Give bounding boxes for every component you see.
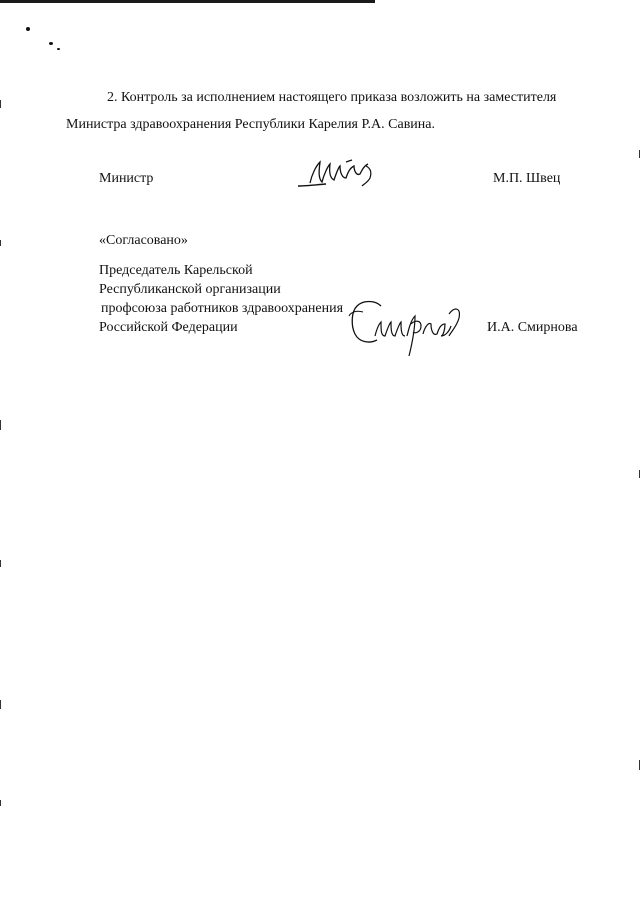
scan-border-line	[0, 0, 375, 3]
approval-position-line-3: профсоюза работников здравоохранения	[101, 301, 344, 316]
minister-name: М.П. Швец	[493, 171, 561, 186]
scan-edge-mark	[0, 420, 1, 430]
minister-title: Министр	[99, 171, 154, 186]
approval-position-line-1: Председатель Карельской	[99, 263, 253, 278]
scan-edge-mark	[0, 800, 1, 806]
scan-edge-mark	[0, 700, 1, 709]
paragraph-line-1: 2. Контроль за исполнением настоящего приказа возложить на заместителя	[107, 90, 557, 105]
scan-edge-mark	[0, 240, 1, 246]
approval-position-line-2: Республиканской организации	[99, 282, 281, 297]
scan-speck	[57, 48, 60, 50]
scan-speck	[49, 42, 53, 45]
scan-edge-mark	[0, 560, 1, 567]
approval-name: И.А. Смирнова	[487, 320, 578, 335]
approval-signature	[345, 296, 467, 360]
approval-heading: «Согласовано»	[99, 233, 188, 248]
scan-edge-mark	[0, 100, 1, 108]
minister-signature	[296, 156, 382, 190]
scan-speck	[26, 27, 30, 31]
approval-position-line-4: Российской Федерации	[99, 320, 238, 335]
paragraph-line-2: Министра здравоохранения Республики Карелия Р.А. Савина.	[66, 117, 436, 132]
